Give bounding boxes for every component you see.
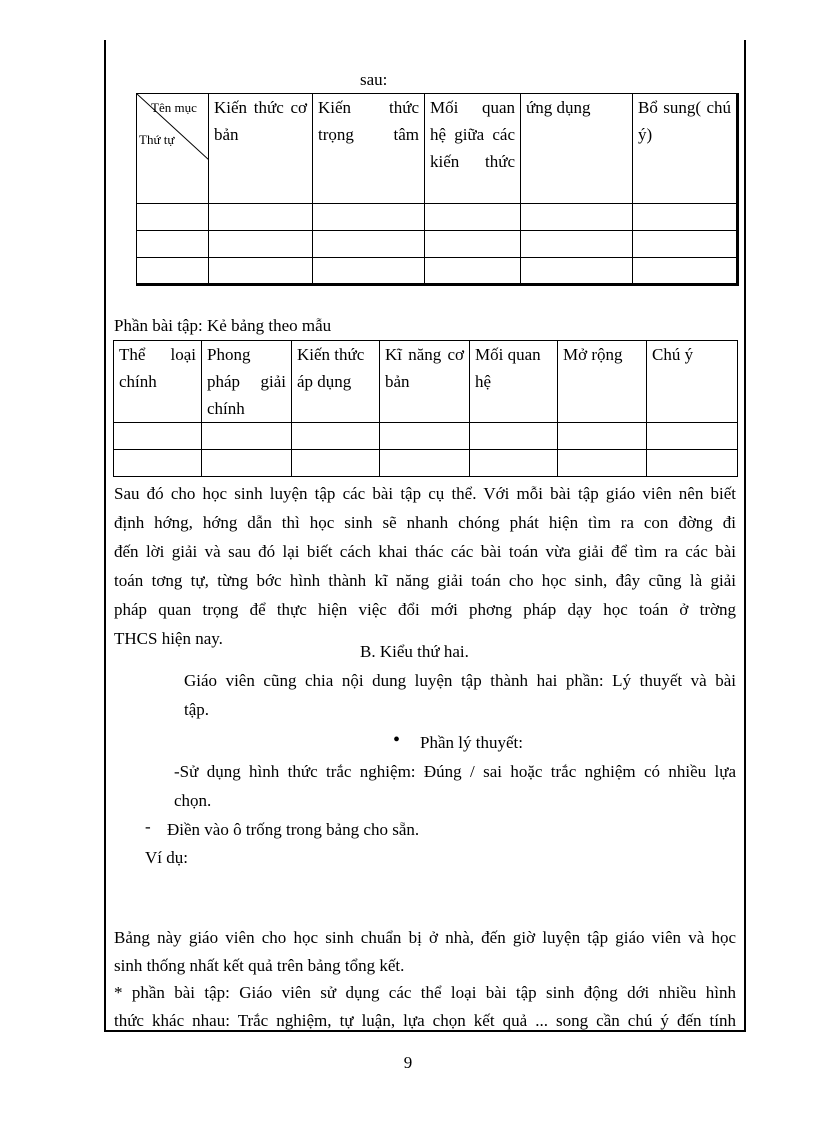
table2-header: Kiến thức áp dụng [292, 341, 380, 423]
theory-item-line: -Sử dụng hình thức trắc nghiệm: Đúng / sai hoặc trắc nghiệm có nhiều lựa [174, 762, 736, 781]
table-cell [209, 258, 313, 285]
dash-marker: - [145, 817, 151, 836]
section-b-heading: B. Kiểu thứ hai. [360, 642, 469, 661]
paragraph1-line: định hớng, hớng dẫn thì học sinh sẽ nhanh chóng phát hiện tìm ra con đờng đi [114, 513, 736, 532]
table-cell [380, 450, 470, 477]
table-row [114, 450, 738, 477]
table-cell [137, 231, 209, 258]
table1-header: Mối quan hệ giữa các kiến thức [425, 94, 521, 204]
table-cell [202, 450, 292, 477]
table1-header: Kiến thức cơ bản [209, 94, 313, 204]
paragraph1-line: toán tơng tự, từng bớc hình thành kĩ năng giải toán cho học sinh, đây cũng là giải [114, 571, 736, 590]
table-cell [313, 204, 425, 231]
table2-header: Thể loại chính [114, 341, 202, 423]
table-cell [521, 204, 633, 231]
table-cell [292, 450, 380, 477]
section-b-intro-line: Giáo viên cũng chia nội dung luyện tập thành hai phần: Lý thuyết và bài [184, 671, 736, 690]
table-cell [137, 258, 209, 285]
table-cell [425, 258, 521, 285]
corner-top-label: Tên mục [151, 100, 197, 115]
exercise-heading: Phần bài tập: Kẻ bảng theo mẫu [114, 316, 332, 335]
table-cell [633, 231, 738, 258]
theory-heading: Phần lý thuyết: [420, 733, 523, 752]
table-cell [114, 423, 202, 450]
table-cell [633, 258, 738, 285]
theory-item-line: chọn. [174, 791, 212, 810]
paragraph2-line: sinh thống nhất kết quả trên bảng tổng kết. [114, 956, 405, 975]
table-row [137, 204, 738, 231]
table-cell [209, 231, 313, 258]
table-cell [313, 258, 425, 285]
theory-item-2: Điền vào ô trống trong bảng cho sẵn. [167, 820, 420, 839]
table-cell [380, 423, 470, 450]
section-b-intro-line: tập. [184, 700, 210, 719]
table-cell [647, 423, 738, 450]
table1-header: ứng dụng [521, 94, 633, 204]
paragraph1-line: THCS hiện nay. [114, 629, 223, 648]
summary-table [136, 93, 739, 286]
bullet-icon: • [393, 729, 401, 751]
table-cell [425, 231, 521, 258]
page-number: 9 [403, 1053, 413, 1072]
table1-corner-cell [137, 94, 209, 204]
table2-header: Mở rộng [558, 341, 647, 423]
table-cell [633, 204, 738, 231]
table2-header: Kĩ năng cơ bản [380, 341, 470, 423]
exercise-table [113, 340, 738, 477]
table-cell [292, 423, 380, 450]
table-cell [470, 423, 558, 450]
paragraph1-line: pháp quan trọng để thực hiện việc đổi mới phơng pháp dạy học toán ở trờng [114, 600, 736, 619]
table-cell [209, 204, 313, 231]
table-row [137, 231, 738, 258]
table-cell [425, 204, 521, 231]
table-row [114, 423, 738, 450]
corner-bottom-label: Thứ tự [139, 132, 175, 147]
table-row [137, 258, 738, 285]
table-cell [521, 258, 633, 285]
table-cell [470, 450, 558, 477]
table-cell [114, 450, 202, 477]
table1-header: Bổ sung( chú ý) [633, 94, 738, 204]
paragraph1-line: đến lời giải và sau đó lại biết cách khai thác các bài toán vừa giải để tìm ra các bài [114, 542, 736, 561]
table-cell [313, 231, 425, 258]
table2-header: Chú ý [647, 341, 738, 423]
table-cell [202, 423, 292, 450]
paragraph3-line: thức khác nhau: Trắc nghiệm, tự luận, lựa chọn kết quả ... song cần chú ý đến tính [114, 1011, 736, 1030]
paragraph2-line: Bảng này giáo viên cho học sinh chuẩn bị ở nhà, đến giờ luyện tập giáo viên và học [114, 928, 736, 947]
table-cell [558, 450, 647, 477]
table-cell [647, 450, 738, 477]
table-cell [521, 231, 633, 258]
table-cell [558, 423, 647, 450]
example-label: Ví dụ: [145, 848, 188, 867]
table2-header: Phong pháp giải chính [202, 341, 292, 423]
table1-header: Kiến thức trọng tâm [313, 94, 425, 204]
paragraph1-line: Sau đó cho học sinh luyện tập các bài tập cụ thể. Với mỗi bài tập giáo viên nên biết [114, 484, 736, 503]
table-cell [137, 204, 209, 231]
intro-tail: sau: [360, 70, 388, 89]
paragraph3-line: * phần bài tập: Giáo viên sử dụng các thể loại bài tập sinh động dới nhiều hình [114, 983, 736, 1002]
table2-header: Mối quan hệ [470, 341, 558, 423]
